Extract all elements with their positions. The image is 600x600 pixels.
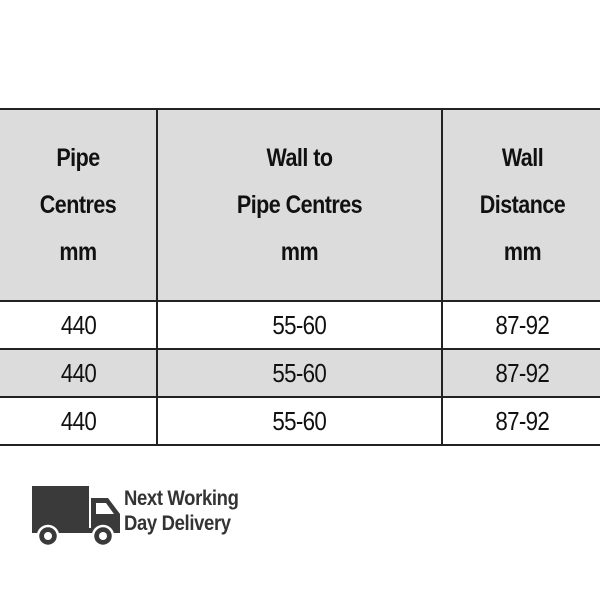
header-wall-to-pipe-centres xyxy=(157,109,442,301)
table-cell xyxy=(442,397,600,445)
header-line: Pipe xyxy=(56,143,100,172)
header-pipe-centres xyxy=(0,109,157,301)
table-row xyxy=(0,397,600,445)
table-cell xyxy=(0,397,157,445)
header-line: Centres xyxy=(39,190,117,219)
table-cell xyxy=(157,301,442,349)
delivery-line-2: Day Delivery xyxy=(124,512,231,535)
table-row xyxy=(0,349,600,397)
table-row xyxy=(0,301,600,349)
header-line: Wall to xyxy=(266,143,333,172)
pipe-spec-table xyxy=(0,108,600,446)
table-cell xyxy=(442,349,600,397)
cell-value: 55-60 xyxy=(272,357,327,388)
truck-icon xyxy=(30,484,122,550)
table-cell xyxy=(157,349,442,397)
table-cell xyxy=(157,397,442,445)
header-line: Wall xyxy=(501,143,544,172)
cell-value: 87-92 xyxy=(495,357,550,388)
table-cell xyxy=(442,301,600,349)
header-line: mm xyxy=(280,237,319,266)
table-cell xyxy=(0,301,157,349)
cell-value: 87-92 xyxy=(495,405,550,436)
header-line: mm xyxy=(503,237,542,266)
cell-value: 440 xyxy=(60,309,96,340)
cell-value: 87-92 xyxy=(495,309,550,340)
cell-value: 440 xyxy=(60,357,96,388)
delivery-badge xyxy=(30,484,254,550)
delivery-line-1: Next Working xyxy=(124,487,239,510)
cell-value: 55-60 xyxy=(272,405,327,436)
header-line: mm xyxy=(59,237,97,266)
header-wall-distance xyxy=(442,109,600,301)
header-line: Pipe Centres xyxy=(236,190,363,219)
table-cell xyxy=(0,349,157,397)
delivery-text xyxy=(124,486,254,536)
header-line: Distance xyxy=(479,190,566,219)
cell-value: 440 xyxy=(60,405,96,436)
header-row xyxy=(0,109,600,301)
cell-value: 55-60 xyxy=(272,309,327,340)
